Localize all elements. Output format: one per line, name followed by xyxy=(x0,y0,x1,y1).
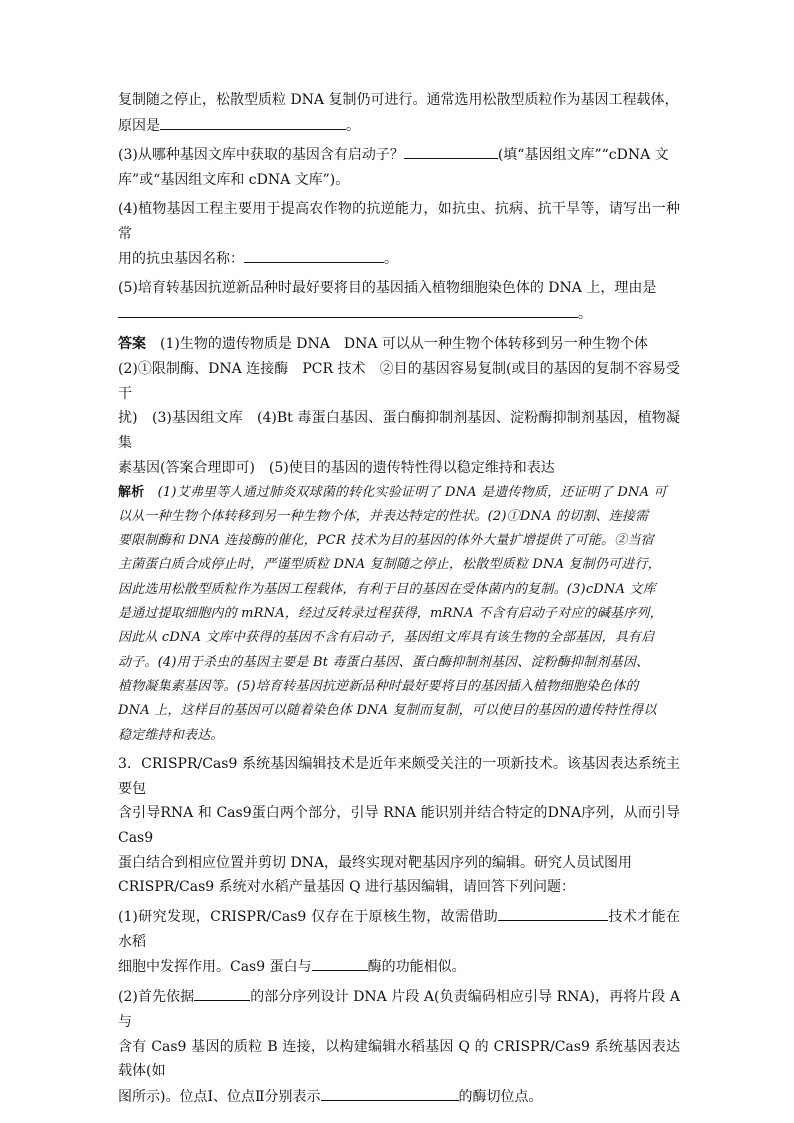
analysis-block xyxy=(118,481,680,748)
text-fragment: 。 xyxy=(578,305,592,322)
q3-line3: 蛋白结合到相应位置并剪切 DNA，最终实现对靶基因序列的编辑。研究人员试图用 xyxy=(118,854,633,871)
text-fragment: 。 xyxy=(346,117,360,134)
text-fragment: 原因是 xyxy=(118,117,160,134)
text-fragment: (1)艾弗里等人通过肺炎双球菌的转化实验证明了 DNA 是遗传物质，还证明了 DNA 可 xyxy=(157,484,667,500)
answer-blank[interactable] xyxy=(312,954,368,971)
analysis-line5: 因此选用松散型质粒作为基因工程载体，有利于目的基因在受体菌内的复制。(3)cDNA 文库 xyxy=(118,581,656,597)
answer-line4: 素基因(答案合理即可) (5)使目的基因的遗传特性得以稳定维持和表达 xyxy=(118,459,555,476)
q2-5-line1: (5)培育转基因抗逆新品种时最好要将目的基因插入植物细胞染色体的 DNA 上，理由是 xyxy=(118,279,657,296)
q3-part1-line2 xyxy=(118,954,680,980)
text-fragment: 的酶切位点。 xyxy=(458,1088,543,1105)
analysis-line2: 以从一种生物个体转移到另一种生物个体，并表达特定的性状。(2)①DNA 的切割、连接需 xyxy=(118,508,649,524)
q3-line4: CRISPR/Cas9 系统对水稻产量基因 Q 进行基因编辑，请回答下列问题： xyxy=(118,879,576,896)
q3-line2: 含引导RNA 和 Cas9蛋白两个部分，引导 RNA 能识别并结合特定的DNA序列，从而引导 Cas9 xyxy=(118,805,680,846)
answer-blank[interactable] xyxy=(498,904,608,921)
text-fragment: 的部分序列设计 DNA 片段 A(负责编码相应引导 RNA)，再将片段 A 与 xyxy=(118,989,680,1030)
question-3 xyxy=(118,752,680,1110)
analysis-line1 xyxy=(118,481,680,505)
q3-line1: 3．CRISPR/Cas9 系统基因编辑技术是近年来颇受关注的一项新技术。该基因表达系统主要包 xyxy=(118,755,680,797)
text-fragment: (1)生物的遗传物质是 DNA DNA 可以从一种生物个体转移到另一种生物个体 xyxy=(160,336,648,353)
q2-3-line1 xyxy=(118,142,680,168)
q2-tail-line1: 复制随之停止，松散型质粒 DNA 复制仍可进行。通常选用松散型质粒作为基因工程载体， xyxy=(118,92,679,108)
answer-blank[interactable] xyxy=(244,246,384,263)
q2-4-line1: (4)植物基因工程主要用于提高农作物的抗逆能力，如抗虫、抗病、抗干旱等，请写出一种常 xyxy=(118,200,680,242)
analysis-line11: 稳定维持和表达。 xyxy=(118,727,224,743)
text-fragment: 。 xyxy=(384,251,398,268)
analysis-line3: 要限制酶和 DNA 连接酶的催化，PCR 技术为目的基因的体外大量扩增提供了可能。②当宿 xyxy=(118,533,654,549)
text-fragment: 细胞中发挥作用。Cas9 蛋白与 xyxy=(118,959,312,976)
answer-blank[interactable] xyxy=(404,142,498,159)
answer-line1 xyxy=(118,332,680,357)
analysis-label: 解析 xyxy=(118,484,145,500)
text-fragment: (3)从哪种基因文库中获取的基因含有启动子？ xyxy=(118,147,404,164)
answer-blank[interactable] xyxy=(194,984,250,1001)
q2-3-line2: 库”或“基因组文库和 cDNA 文库”)。 xyxy=(118,172,350,189)
q3-part2-line2: 含有 Cas9 基因的质粒 B 连接，以构建编辑水稻基因 Q 的 CRISPR/Cas9 系统基因表达载体(如 xyxy=(118,1038,680,1080)
answer-blank[interactable] xyxy=(321,1084,459,1101)
analysis-line9: 植物凝集素基因等。(5)培育转基因抗逆新品种时最好要将目的基因插入植物细胞染色体的 xyxy=(118,678,639,694)
text-fragment: (填“基因组文库”“cDNA 文 xyxy=(497,147,669,164)
analysis-line7: 因此从 cDNA 文库中获得的基因不含有启动子，基因组文库具有该生物的全部基因，具有启 xyxy=(118,630,655,646)
analysis-line8: 动子。(4)用于杀虫的基因主要是 Bt 毒蛋白基因、蛋白酶抑制剂基因、淀粉酶抑制剂基因、 xyxy=(118,654,650,670)
analysis-line6: 是通过提取细胞内的 mRNA，经过反转录过程获得，mRNA 不含有启动子对应的碱基序列， xyxy=(118,606,663,622)
text-fragment: 图所示)。位点Ⅰ、位点Ⅱ分别表示 xyxy=(118,1088,321,1105)
answer-line2: (2)①限制酶、DNA 连接酶 PCR 技术 ②目的基因容易复制(或目的基因的复制不容易受干 xyxy=(118,361,680,402)
q2-tail-line2 xyxy=(118,113,680,139)
analysis-line10: DNA 上，这样目的基因可以随着染色体 DNA 复制而复制，可以使目的基因的遗传特性得以 xyxy=(118,703,657,719)
analysis-line4: 主菌蛋白质合成停止时，严谨型质粒 DNA 复制随之停止，松散型质粒 DNA 复制仍可进行， xyxy=(118,557,661,573)
text-fragment: 酶的功能相似。 xyxy=(367,959,466,976)
text-fragment: (2)首先依据 xyxy=(118,989,195,1006)
text-fragment: 技术才能在水稻 xyxy=(118,909,681,950)
answer-line3: 扰) (3)基因组文库 (4)Bt 毒蛋白基因、蛋白酶抑制剂基因、淀粉酶抑制剂基因，植物凝集 xyxy=(118,410,680,452)
text-fragment: (1)研究发现，CRISPR/Cas9 仅存在于原核生物，故需借助 xyxy=(118,909,499,926)
document-page xyxy=(118,88,680,1110)
q3-part2-line1 xyxy=(118,984,680,1034)
q2-4-line2 xyxy=(118,246,680,272)
answer-blank[interactable] xyxy=(118,301,578,318)
text-fragment: 用的抗虫基因名称： xyxy=(118,251,244,268)
q3-part1-line1 xyxy=(118,904,680,954)
answer-label: 答案 xyxy=(118,336,146,353)
answer-block xyxy=(118,332,680,480)
answer-blank[interactable] xyxy=(160,113,346,130)
q2-5-line2 xyxy=(118,301,680,327)
q3-part2-line3 xyxy=(118,1084,680,1110)
